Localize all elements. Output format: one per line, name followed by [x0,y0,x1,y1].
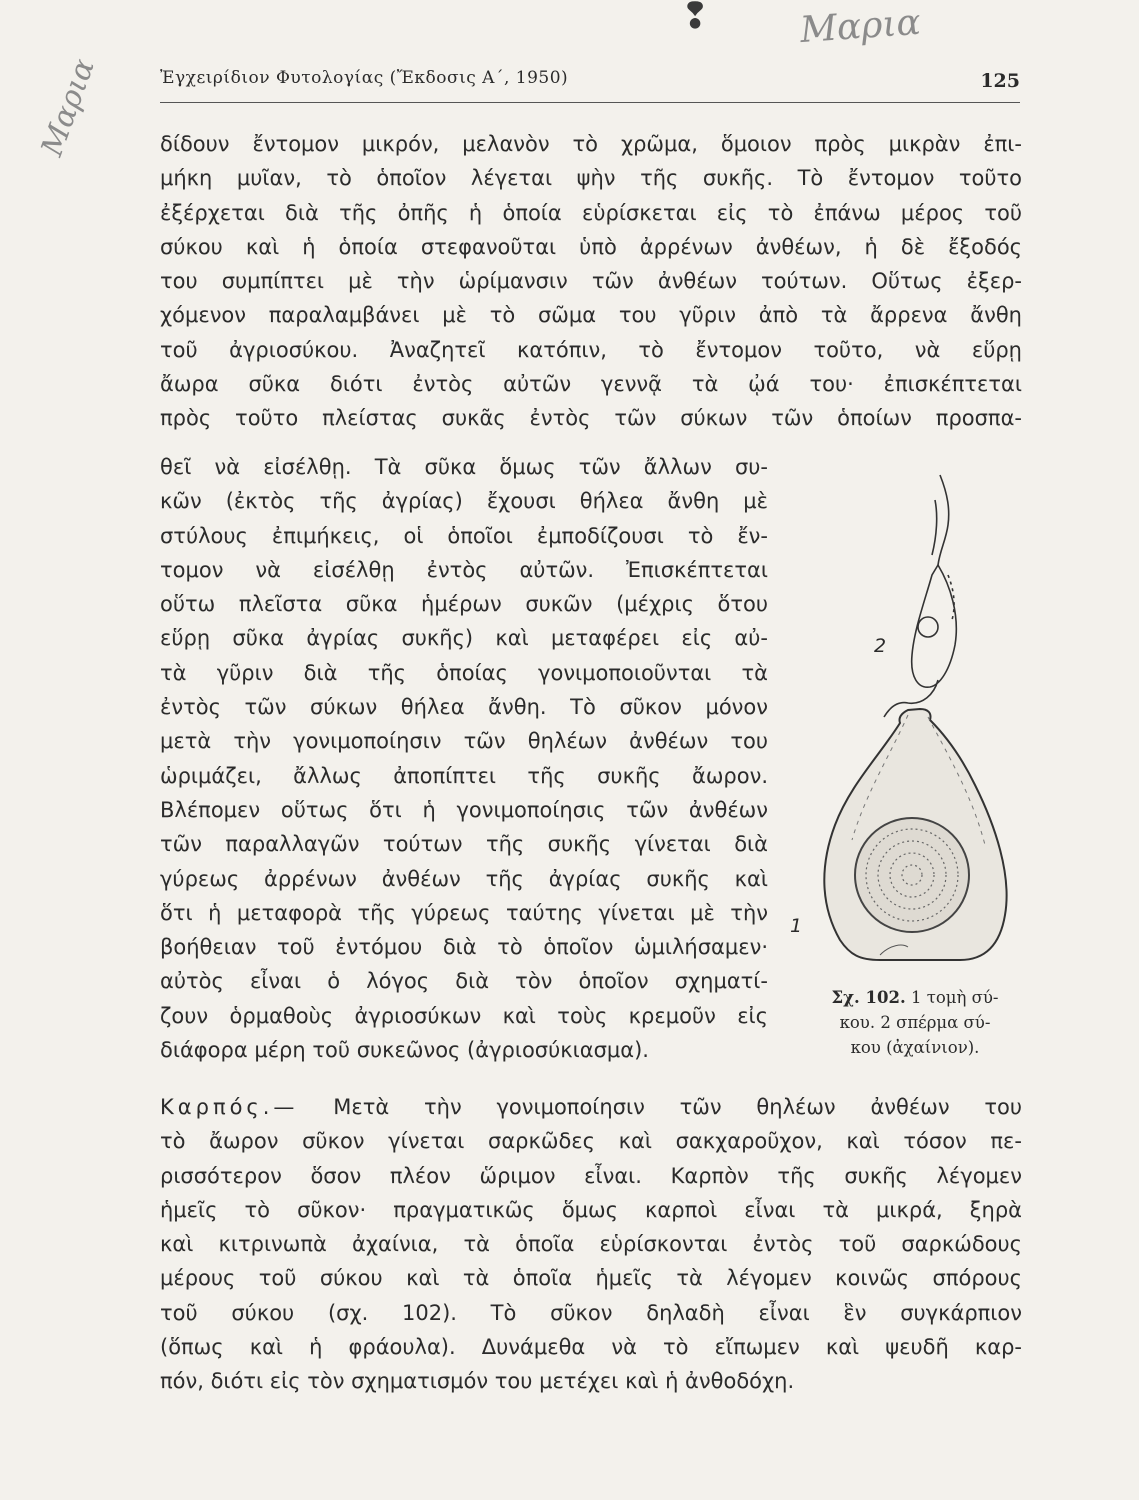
text-line-heading [160,1090,1022,1124]
text-line: θεῖ νὰ εἰσέλθῃ. Τὰ σῦκα ὅμως τῶν ἄλλων συ- [160,455,768,479]
text-line: ἄωρα σῦκα διότι ἐντὸς αὐτῶν γεννᾷ τὰ ᾠά του· ἐπισκέπτεται [160,372,1022,397]
text-line: τὸ ἄωρον σῦκον γίνεται σαρκῶδες καὶ σακχαροῦχον, καὶ τόσον πε- [160,1129,1022,1154]
text-line: ὡριμάζει, ἄλλως ἀποπίπτει τῆς συκῆς ἄωρον. [160,763,768,788]
caption-text-1: 1 τομὴ σύ- [910,988,999,1007]
ink-mark: ❢ [680,0,711,37]
text-line: χόμενον παραλαμβάνει μὲ τὸ σῶμα του γῦριν ἀπὸ τὰ ἄρρενα ἄνθη [160,303,1022,328]
handwritten-note-top: Μαρια [798,1,923,52]
text-line: αὐτὸς εἶναι ὁ λόγος διὰ τὸν ὁποῖον σχηματί- [160,969,768,994]
text-line: γύρεως ἀρρένων ἀνθέων τῆς ἀγρίας συκῆς καὶ [160,866,768,891]
text-line: διάφορα μέρη τοῦ συκεῶνος (ἀγριοσύκιασμα). [160,1038,649,1063]
text-line: καὶ κιτρινωπὰ ἀχαίνια, τὰ ὁποῖα εὑρίσκονται ἐντὸς τοῦ σαρκώδους [160,1232,1022,1257]
text-line: μήκη μυῖαν, τὸ ὁποῖον λέγεται ψὴν τῆς συκῆς. Τὸ ἔντομον τοῦτο [160,166,1022,191]
fig-drawing [790,455,1030,975]
text-line: Βλέπομεν οὕτως ὅτι ἡ γονιμοποίησις τῶν ἀνθέων [160,797,768,822]
figure-label-1: 1 [790,915,803,937]
caption-number: Σχ. 102. [831,988,906,1007]
text-line: τομον νὰ εἰσέλθῃ ἐντὸς αὐτῶν. Ἐπισκέπτεται [160,557,768,582]
text-line: ἐντὸς τῶν σύκων θήλεα ἄνθη. Τὸ σῦκον μόνον [160,695,768,720]
text-line: (ὅπως καὶ ἡ φράουλα). Δυνάμεθα νὰ τὸ εἴπωμεν καὶ ψευδῆ καρ- [160,1335,1022,1360]
text-line: εὕρῃ σῦκα ἀγρίας συκῆς) καὶ μεταφέρει εἰς αὐ- [160,626,768,651]
text-block-column [160,450,768,1067]
figure-label-2: 2 [874,635,887,657]
figure-caption [800,985,1030,1060]
text-line: ἡμεῖς τὸ σῦκον· πραγματικῶς ὅμως καρποὶ εἶναι τὰ μικρά, ξηρὰ [160,1197,1022,1222]
fig-section-drawing [824,709,1006,960]
caption-text-3: κου (ἀχαίνιον). [850,1038,980,1057]
text-line: ὅτι ἡ μεταφορὰ τῆς γύρεως ταύτης γίνεται μὲ τὴν [160,900,768,925]
text-line: μετὰ τὴν γονιμοποίησιν τῶν θηλέων ἀνθέων του [160,729,768,754]
text-line: μέρους τοῦ σύκου καὶ τὰ ὁποῖα ἡμεῖς τὰ λέγομεν κοινῶς σπόρους [160,1266,1022,1291]
text-line: σύκου καὶ ἡ ὁποία στεφανοῦται ὑπὸ ἀρρένων ἀνθέων, ἡ δὲ ἔξοδός [160,234,1022,259]
text-line-rest: Μετὰ τὴν γονιμοποίησιν τῶν θηλέων ἀνθέων του [298,1095,1022,1119]
text-line: ρισσότερον ὅσον πλέον ὥριμον εἶναι. Καρπὸν τῆς συκῆς λέγομεν [160,1163,1022,1188]
text-line: στύλους ἐπιμήκεις, οἱ ὁποῖοι ἐμποδίζουσι τὸ ἔν- [160,523,768,548]
text-line: του συμπίπτει μὲ τὴν ὡρίμανσιν τῶν ἀνθέων τούτων. Οὕτως ἐξερ- [160,269,1022,294]
text-line: πόν, διότι εἰς τὸν σχηματισμόν του μετέχει καὶ ἡ ἀνθοδόχη. [160,1369,795,1394]
fig-illustration [790,455,1030,975]
text-line: τῶν παραλλαγῶν τούτων τῆς συκῆς γίνεται διὰ [160,832,768,857]
text-line: ζουν ὁρμαθοὺς ἀγριοσύκων καὶ τοὺς κρεμοῦν εἰς [160,1003,768,1028]
running-header [160,62,1020,103]
text-line: κῶν (ἐκτὸς τῆς ἀγρίας) ἔχουσι θήλεα ἄνθη μὲ [160,489,768,514]
book-title: Ἐγχειρίδιον Φυτολογίας (Ἔκδοσις Α΄, 1950) [160,68,569,88]
text-block-top [160,127,1022,436]
text-line: οὕτω πλεῖστα σῦκα ἡμέρων συκῶν (μέχρις ὅτου [160,592,768,617]
caption-text-2: κου. 2 σπέρμα σύ- [839,1013,991,1032]
section-heading: Καρπός.— [160,1095,299,1119]
text-line: τὰ γῦριν διὰ τῆς ὁποίας γονιμοποιοῦνται τὰ [160,660,768,685]
achene-drawing [884,475,956,717]
handwritten-note-left: Μαρια [34,54,102,161]
text-line: ἐξέρχεται διὰ τῆς ὀπῆς ἡ ὁποία εὑρίσκεται εἰς τὸ ἐπάνω μέρος τοῦ [160,200,1022,225]
text-line: τοῦ ἀγριοσύκου. Ἀναζητεῖ κατόπιν, τὸ ἔντομον τοῦτο, νὰ εὕρῃ [160,337,1022,362]
page-number: 125 [980,70,1020,92]
text-line: δίδουν ἔντομον μικρόν, μελανὸν τὸ χρῶμα, ὅμοιον πρὸς μικρὰν ἐπι- [160,132,1022,156]
text-line: βοήθειαν τοῦ ἐντόμου διὰ τὸ ὁποῖον ὡμιλήσαμεν· [160,935,768,960]
text-line: τοῦ σύκου (σχ. 102). Τὸ σῦκον δηλαδὴ εἶναι ἓν συγκάρπιον [160,1300,1022,1325]
text-block-bottom [160,1090,1022,1399]
text-line: πρὸς τοῦτο πλείστας συκᾶς ἐντὸς τῶν σύκων τῶν ὁποίων προσπα- [160,406,1022,431]
